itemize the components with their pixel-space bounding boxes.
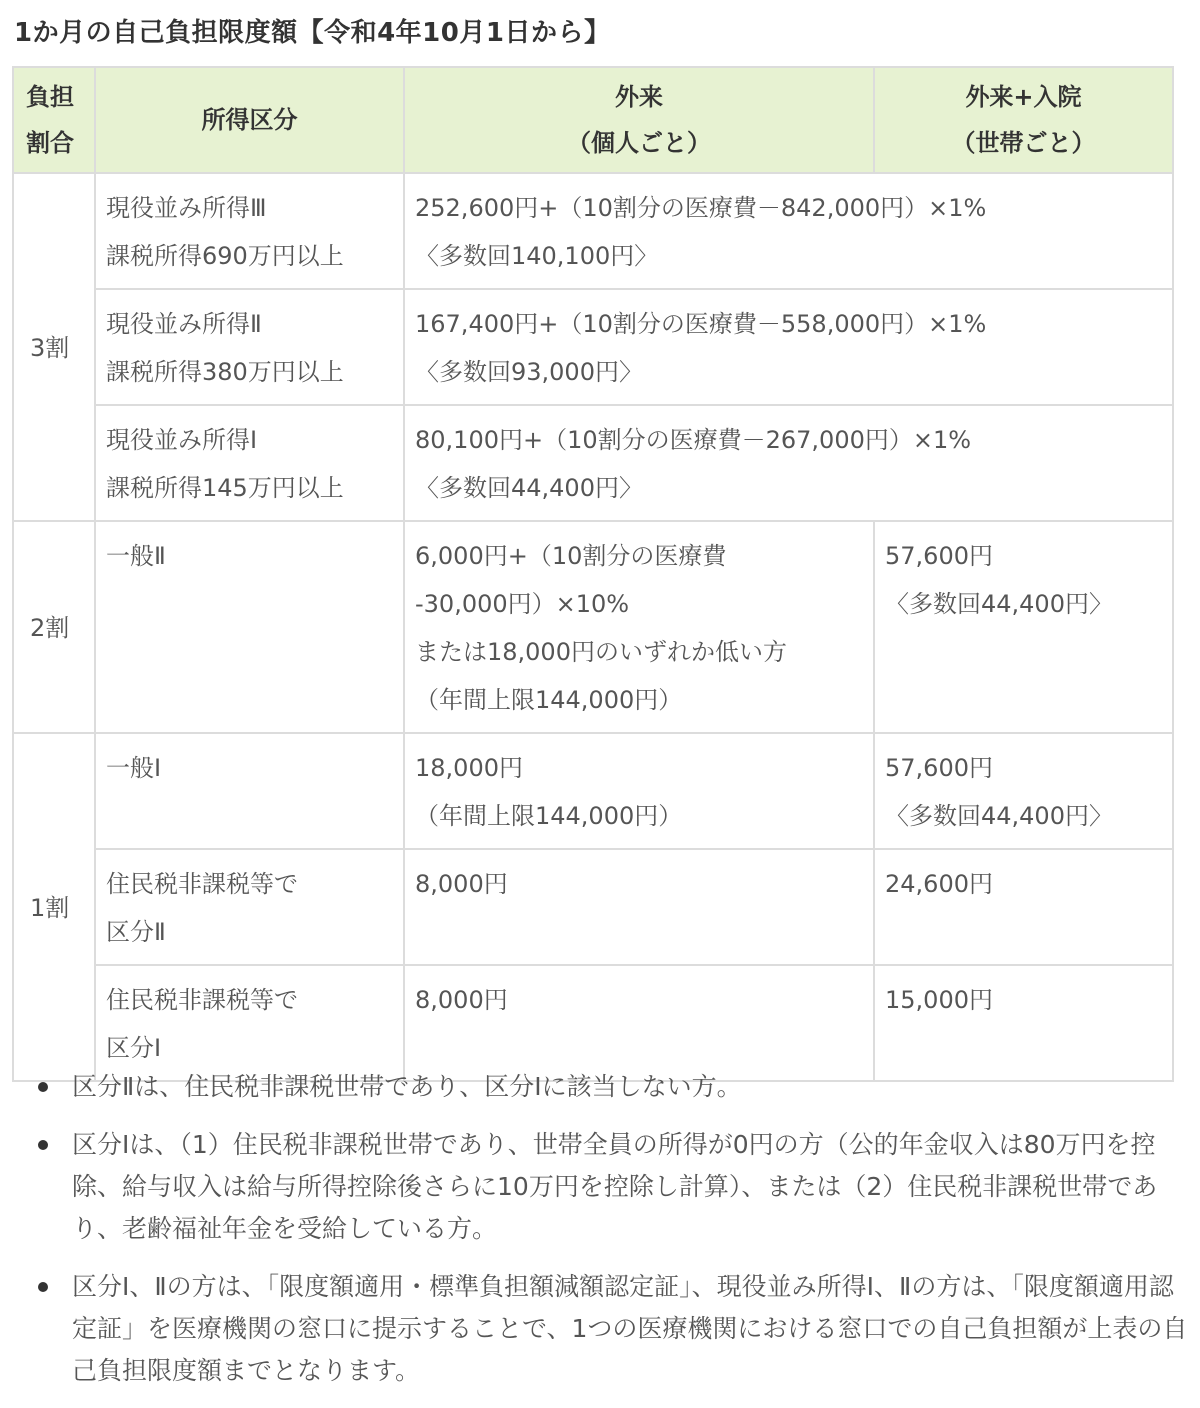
category-cell xyxy=(95,965,404,1081)
table-row xyxy=(13,521,1173,733)
household-line: 〈多数回44,400円〉 xyxy=(885,802,1113,830)
category-line: 区分Ⅰ xyxy=(106,1034,162,1062)
household-cell xyxy=(874,521,1173,733)
amount-line: 〈多数回140,100円〉 xyxy=(415,242,659,270)
category-cell xyxy=(95,849,404,965)
copay-limit-table xyxy=(12,66,1174,1082)
category-cell xyxy=(95,405,404,521)
header-ratio-line1: 負担 xyxy=(26,83,74,111)
bullet-icon xyxy=(38,1140,48,1150)
household-line: 24,600円 xyxy=(885,870,993,898)
household-line: 〈多数回44,400円〉 xyxy=(885,590,1113,618)
category-line: 課税所得380万円以上 xyxy=(106,358,344,386)
household-line: 15,000円 xyxy=(885,986,993,1014)
category-cell xyxy=(95,173,404,289)
outpatient-line: または18,000円のいずれか低い方 xyxy=(415,638,787,666)
outpatient-cell xyxy=(404,733,874,849)
outpatient-line: 8,000円 xyxy=(415,870,508,898)
ratio-cell-3: 3割 xyxy=(13,173,95,521)
amount-line: 252,600円+（10割分の医療費－842,000円）×1% xyxy=(415,194,987,222)
household-line: 57,600円 xyxy=(885,754,993,782)
bullet-icon xyxy=(38,1082,48,1092)
header-ratio-line2: 割合 xyxy=(26,129,74,157)
ratio-cell-2: 2割 xyxy=(13,521,95,733)
note-text: 区分Ⅱは、住民税非課税世帯であり、区分Ⅰに該当しない方。 xyxy=(72,1072,742,1101)
category-cell xyxy=(95,521,404,733)
outpatient-cell xyxy=(404,521,874,733)
header-household xyxy=(874,67,1173,173)
category-line: 現役並み所得Ⅲ xyxy=(106,194,267,222)
household-line: 57,600円 xyxy=(885,542,993,570)
bullet-icon xyxy=(38,1282,48,1292)
outpatient-line: -30,000円）×10% xyxy=(415,590,630,618)
amount-line: 〈多数回44,400円〉 xyxy=(415,474,643,502)
outpatient-line: 8,000円 xyxy=(415,986,508,1014)
category-line: 課税所得145万円以上 xyxy=(106,474,344,502)
list-item xyxy=(28,1266,1188,1392)
table-row xyxy=(13,173,1173,289)
page-title: 1か月の自己負担限度額【令和4年10月1日から】 xyxy=(14,18,611,48)
outpatient-cell xyxy=(404,965,874,1081)
table-row xyxy=(13,405,1173,521)
category-line: 一般Ⅱ xyxy=(106,542,166,570)
table-row xyxy=(13,965,1173,1081)
category-line: 区分Ⅱ xyxy=(106,918,166,946)
header-household-line2: （世帯ごと） xyxy=(951,129,1096,157)
header-ratio xyxy=(13,67,95,173)
outpatient-line: 18,000円 xyxy=(415,754,523,782)
amount-cell xyxy=(404,289,1173,405)
amount-cell xyxy=(404,405,1173,521)
amount-cell xyxy=(404,173,1173,289)
category-line: 住民税非課税等で xyxy=(106,986,298,1014)
outpatient-cell xyxy=(404,849,874,965)
category-line: 現役並み所得Ⅱ xyxy=(106,310,262,338)
ratio-cell-1: 1割 xyxy=(13,733,95,1081)
amount-line: 80,100円+（10割分の医療費－267,000円）×1% xyxy=(415,426,972,454)
category-line: 現役並み所得Ⅰ xyxy=(106,426,258,454)
list-item xyxy=(28,1066,1188,1108)
category-cell xyxy=(95,289,404,405)
table-header-row xyxy=(13,67,1173,173)
outpatient-line: （年間上限144,000円） xyxy=(415,686,683,714)
table-row xyxy=(13,849,1173,965)
category-line: 住民税非課税等で xyxy=(106,870,298,898)
amount-line: 167,400円+（10割分の医療費－558,000円）×1% xyxy=(415,310,987,338)
header-outpatient xyxy=(404,67,874,173)
header-category xyxy=(95,67,404,173)
category-cell xyxy=(95,733,404,849)
notes-list xyxy=(28,1066,1188,1408)
household-cell xyxy=(874,733,1173,849)
note-text: 区分Ⅰ、Ⅱの方は、「限度額適用・標準負担額減額認定証」、現役並み所得Ⅰ、Ⅱの方は、「限度額適用認定証」を医療機関の窓口に提示することで、1つの医療機関における窓口での自己負担額が上表の自己負担限度額までとなります。 xyxy=(72,1272,1188,1385)
outpatient-line: （年間上限144,000円） xyxy=(415,802,683,830)
table-row xyxy=(13,289,1173,405)
category-line: 課税所得690万円以上 xyxy=(106,242,344,270)
header-household-line1: 外来+入院 xyxy=(965,83,1082,111)
header-category-label: 所得区分 xyxy=(201,106,298,134)
header-outpatient-line2: （個人ごと） xyxy=(567,129,711,157)
list-item xyxy=(28,1124,1188,1250)
household-cell xyxy=(874,849,1173,965)
header-outpatient-line1: 外来 xyxy=(615,83,663,111)
household-cell xyxy=(874,965,1173,1081)
amount-line: 〈多数回93,000円〉 xyxy=(415,358,643,386)
outpatient-line: 6,000円+（10割分の医療費 xyxy=(415,542,727,570)
note-text: 区分Ⅰは、（1）住民税非課税世帯であり、世帯全員の所得が0円の方（公的年金収入は80万円を控除、給与収入は給与所得控除後さらに10万円を控除し計算）、または（2）住民税非課税世帯であり、老齢福祉年金を受給している方。 xyxy=(72,1130,1158,1243)
table-row xyxy=(13,733,1173,849)
category-line: 一般Ⅰ xyxy=(106,754,162,782)
